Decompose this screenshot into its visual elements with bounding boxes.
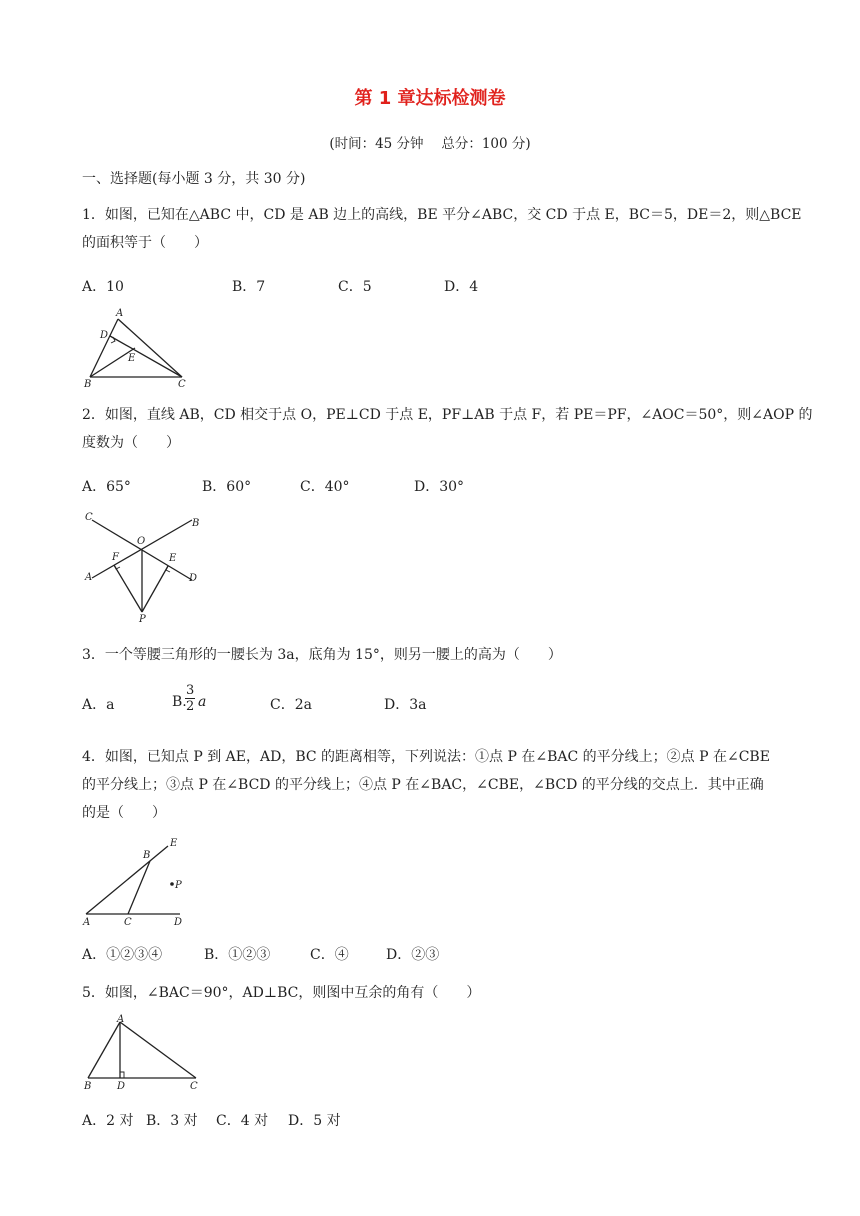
question-4-option-a: A．①②③④ (82, 947, 163, 963)
question-4-option-d: D．②③ (386, 947, 440, 963)
question-4-option-c: C．④ (310, 947, 349, 963)
question-1-option-a: A．10 (82, 279, 124, 295)
question-3-option-a: A．a (82, 697, 115, 713)
q2-label-e: E (169, 553, 177, 564)
question-4-figure (80, 834, 195, 932)
q4-label-b: B (143, 850, 151, 861)
q5-label-c: C (190, 1081, 198, 1092)
question-4-stem-line1: 4．如图，已知点 P 到 AE，AD，BC 的距离相等，下列说法：①点 P 在∠BAC 的平分线上；②点 P 在∠CBE (82, 749, 770, 765)
q4-label-e: E (170, 838, 178, 849)
section-heading: 一、选择题(每小题 3 分，共 30 分) (82, 171, 306, 187)
question-4-stem-line3: 的是（ ） (82, 805, 166, 821)
q2-label-o: O (137, 536, 146, 547)
q4-label-d: D (174, 917, 183, 928)
exam-subtitle: (时间：45 分钟 总分：100 分) (329, 136, 531, 152)
question-3-option-b-fraction (185, 683, 195, 714)
question-2-stem-line1: 2．如图，直线 AB，CD 相交于点 O，PE⊥CD 于点 E，PF⊥AB 于点 F，若 PE＝PF，∠AOC＝50°，则∠AOP 的 (82, 407, 813, 423)
question-3-stem-line1: 3．一个等腰三角形的一腰长为 3a，底角为 15°，则另一腰上的高为（ ） (82, 647, 562, 663)
q2-label-p: P (139, 614, 146, 623)
q4-point-p (170, 882, 174, 886)
question-2-option-b: B．60° (202, 479, 252, 495)
question-2-figure (80, 508, 210, 623)
q5-label-a: A (117, 1014, 125, 1025)
question-5-option-d: D．5 对 (288, 1113, 341, 1129)
q1-label-e: E (128, 353, 136, 364)
q5-label-b: B (84, 1081, 92, 1092)
question-1-figure (80, 305, 200, 390)
question-3-option-b: B. (172, 694, 187, 710)
question-4-option-b: B．①②③ (204, 947, 271, 963)
question-2-option-a: A．65° (82, 479, 131, 495)
q2-label-a: A (85, 572, 93, 583)
question-3-option-b-suffix: a (198, 694, 207, 710)
q2-label-d: D (189, 573, 198, 584)
question-1-option-d: D．4 (444, 279, 479, 295)
question-5-stem-line1: 5．如图，∠BAC＝90°，AD⊥BC，则图中互余的角有（ ） (82, 985, 481, 1001)
q2-label-f: F (112, 552, 119, 563)
q5-label-d: D (117, 1081, 126, 1092)
question-5-option-a: A．2 对 (82, 1113, 134, 1129)
fraction-denominator: 2 (186, 699, 195, 714)
question-1-option-c: C．5 (338, 279, 372, 295)
q2-label-c: C (85, 512, 93, 523)
q4-label-p: P (175, 880, 182, 891)
q4-label-a: A (83, 917, 91, 928)
question-1-stem-line2: 的面积等于（ ） (82, 235, 208, 251)
question-1-option-b: B．7 (232, 279, 266, 295)
q1-label-d: D (100, 330, 109, 341)
q2-label-b: B (192, 518, 200, 529)
question-2-stem-line2: 度数为（ ） (82, 435, 180, 451)
question-3-option-c: C．2a (270, 697, 312, 713)
fraction-numerator: 3 (186, 683, 195, 698)
question-1-stem-line1: 1．如图，已知在△ABC 中，CD 是 AB 边上的高线，BE 平分∠ABC，交 CD 于点 E，BC＝5，DE＝2，则△BCE (82, 207, 802, 223)
q1-label-a: A (116, 308, 124, 319)
question-3-option-d: D．3a (384, 697, 427, 713)
question-5-option-b: B．3 对 (146, 1113, 198, 1129)
q1-label-c: C (178, 379, 186, 390)
question-2-option-d: D．30° (414, 479, 465, 495)
question-5-option-c: C．4 对 (216, 1113, 269, 1129)
question-5-figure (80, 1012, 205, 1092)
q4-label-c: C (124, 917, 132, 928)
q1-label-b: B (84, 379, 92, 390)
question-2-option-c: C．40° (300, 479, 350, 495)
page-title: 第 1 章达标检测卷 (354, 88, 506, 109)
question-4-stem-line2: 的平分线上；③点 P 在∠BCD 的平分线上；④点 P 在∠BAC，∠CBE，∠BCD 的平分线的交点上．其中正确 (82, 777, 764, 793)
